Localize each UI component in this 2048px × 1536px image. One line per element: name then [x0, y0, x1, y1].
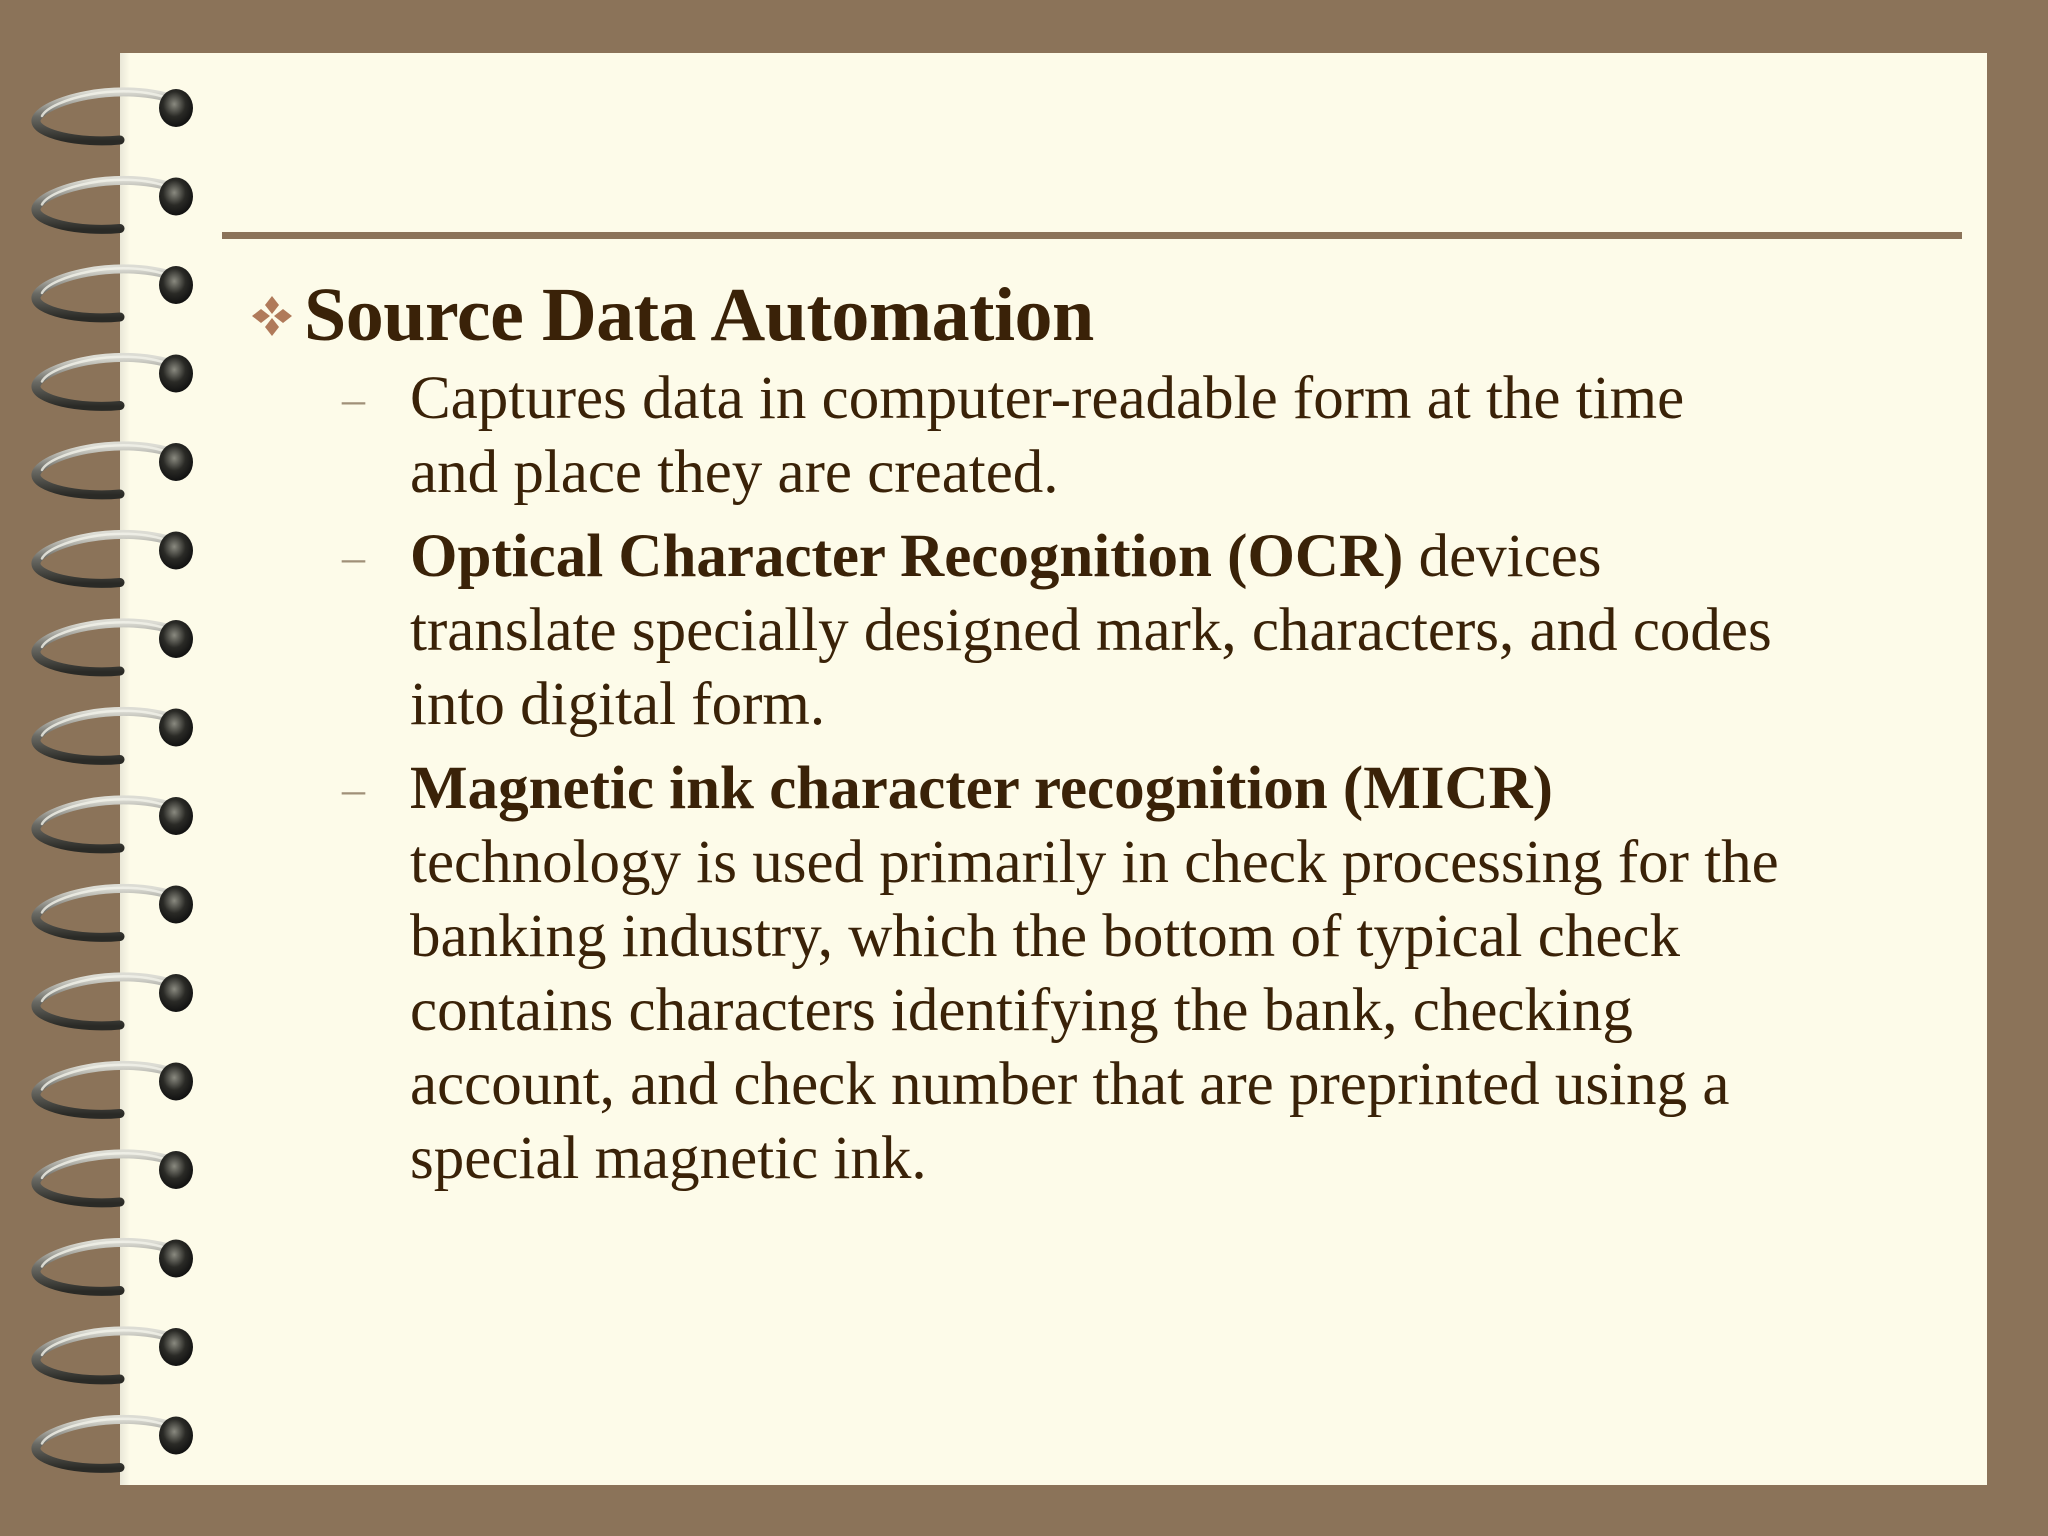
sub-bullet-ocr: [246, 520, 1956, 742]
spiral-coil: [36, 1240, 193, 1292]
spiral-coil: [36, 178, 193, 230]
spiral-coil: [36, 89, 193, 141]
dash-bullet: –: [342, 531, 365, 582]
text-line: contains characters identifying the bank, checking: [410, 977, 1633, 1044]
spiral-coil: [36, 974, 193, 1026]
text-line: Captures data in computer-readable form at the time: [410, 365, 1685, 432]
text-line: account, and check number that are preprinted using a: [410, 1051, 1730, 1118]
text-fragment: devices: [1403, 523, 1602, 590]
text-line: banking industry, which the bottom of typical check: [410, 903, 1680, 970]
slide-content: [246, 272, 1956, 1196]
bold-term: Optical Character Recognition (OCR): [410, 523, 1404, 590]
spiral-coil: [36, 443, 193, 495]
spiral-coil: [36, 1151, 193, 1203]
spiral-binding: [0, 0, 220, 1536]
text-line: and place they are created.: [410, 439, 1059, 506]
spiral-coil: [36, 620, 193, 672]
spiral-coil: [36, 266, 193, 318]
spiral-coil: [36, 355, 193, 407]
text-line: translate specially designed mark, characters, and codes: [410, 597, 1772, 664]
spiral-coil: [36, 1063, 193, 1115]
sub-bullet-micr: [246, 752, 1956, 1196]
main-bullet: [246, 272, 1956, 358]
spiral-coil: [36, 886, 193, 938]
title-divider: [222, 232, 1962, 239]
dash-bullet: –: [342, 763, 365, 814]
text-line: into digital form.: [410, 671, 826, 738]
text-line: special magnetic ink.: [410, 1125, 927, 1192]
text-line: technology is used primarily in check processing for the: [410, 829, 1779, 896]
spiral-coil: [36, 709, 193, 761]
spiral-coil: [36, 1328, 193, 1380]
sub-bullet-capture: [246, 362, 1956, 510]
text-line: [410, 752, 1956, 826]
spiral-coil: [36, 532, 193, 584]
spiral-coil: [36, 797, 193, 849]
text-line: [410, 520, 1956, 594]
dash-bullet: –: [342, 373, 365, 424]
spiral-coil: [36, 1417, 193, 1469]
bold-term: Magnetic ink character recognition (MICR): [410, 755, 1553, 822]
slide-heading: Source Data Automation: [304, 273, 1094, 357]
four-diamond-bullet-icon: [246, 272, 304, 348]
